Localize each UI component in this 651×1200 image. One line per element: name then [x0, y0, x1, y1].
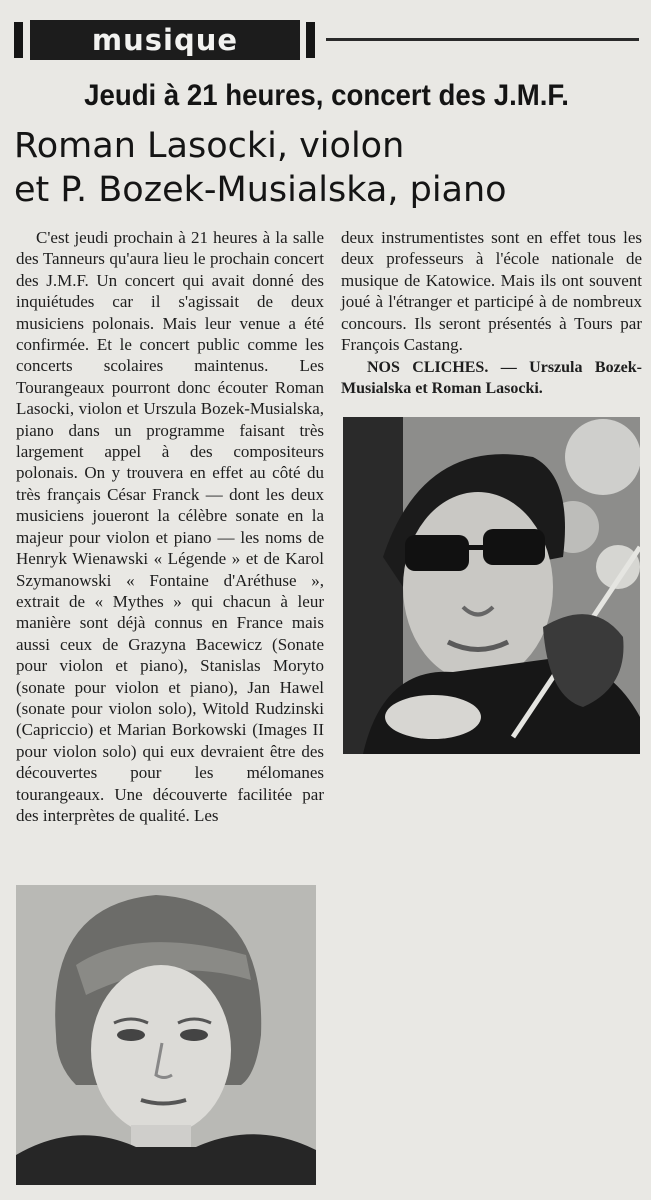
- headline-line-2: et P. Bozek-Musialska, piano: [14, 170, 507, 210]
- rubric-bar-left: [14, 22, 23, 58]
- photo-violinist: [343, 417, 640, 754]
- rubric-label: musique: [30, 20, 300, 60]
- photo-caption: [341, 357, 642, 399]
- article-column-left: [16, 227, 324, 826]
- caption-title: NOS CLICHES.: [367, 359, 489, 377]
- article-column-right: [341, 227, 642, 399]
- headline-line-1: Roman Lasocki, violon: [14, 126, 405, 166]
- caption-text: — Urszula Bozek-Musialska et Roman Lasocki.: [341, 359, 643, 398]
- rubric-rule: [326, 38, 639, 41]
- main-headline: [14, 124, 639, 212]
- violinist-image: [343, 417, 640, 754]
- rubric-bar-right: [306, 22, 315, 58]
- photo-pianist: [16, 885, 316, 1185]
- article-body-left: C'est jeudi prochain à 21 heures à la salle des Tanneurs qu'aura lieu le prochain concert des J.M.F. Un concert qui avait donné des inquiétudes car il s'agissait de deux musiciens polonais. Mais leur venue a été confirmée. Et le concert public comme les concerts scolaires maintenus. Les Tourangeaux pourront donc écouter Roman Lasocki, violon et Urszula Bozek-Musialska, piano dans un programme faisant très largement appel à des compositeurs polonais. On y trouvera en effet au côté du très français César Franck — dont les deux musiciens joueront la célèbre sonate en la majeur pour violon et piano — les noms de Henryk Wienawski « Légende » et de Karol Szymanowski « Fontaine d'Aréthuse », extrait de « Mythes » qui chacun à leur manière sont déjà connus en France mais aussi ceux de Grazyna Bacewicz (Sonate pour violon et piano), Stanislas Moryto (sonate pour violon et piano), Jan Hawel (sonate pour violon solo), Witold Rudzinski (Capriccio) et Marian Borkowski (Images II pour violon solo) qui eux devraient être des découvertes pour les mélomanes tourangeaux. Une découverte facilitée par des interprètes de qualité. Les: [16, 228, 324, 825]
- kicker-headline: Jeudi à 21 heures, concert des J.M.F.: [84, 79, 569, 112]
- pianist-image: [16, 885, 316, 1185]
- article-body-right: deux instrumentistes sont en effet tous les deux professeurs à l'école nationale de musique de Katowice. Mais ils ont souvent joué à l'étranger et participé à de nombreux concours. Ils seront présentés à Tours par François Castang.: [341, 228, 642, 355]
- section-rubric: [14, 18, 639, 62]
